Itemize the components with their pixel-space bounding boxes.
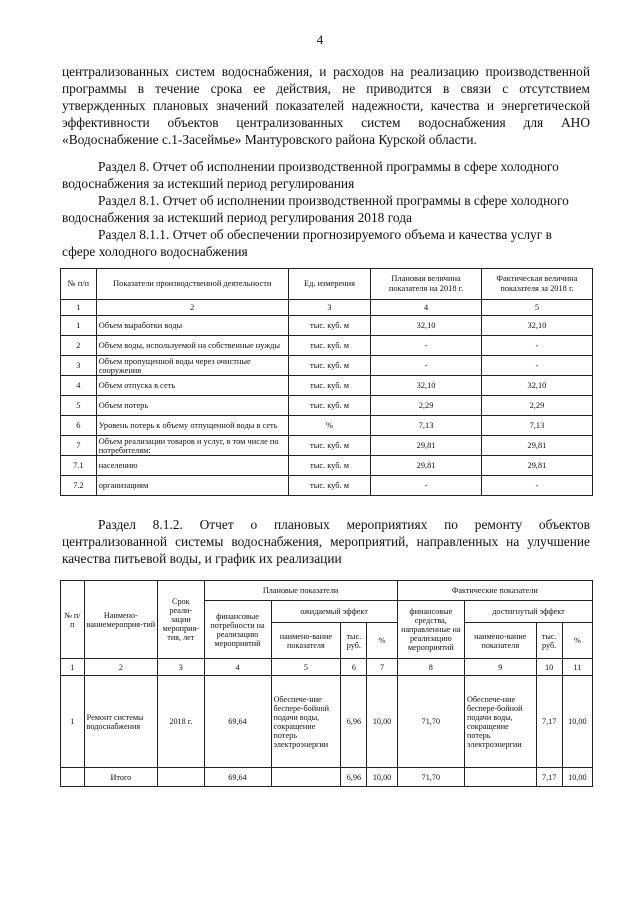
repair-measures-table (60, 580, 593, 787)
total-fin-means: 71,70 (397, 768, 464, 787)
row-plan: 7,13 (371, 416, 482, 436)
row-plan: 32,10 (371, 376, 482, 396)
row-fact: 32,10 (481, 316, 592, 336)
table-row (61, 356, 593, 376)
row-fact: 2,29 (481, 396, 592, 416)
row-no: 7 (61, 436, 97, 456)
col-num: 10 (536, 659, 562, 676)
header-achieved-effect: достигнутый эффект (465, 601, 593, 623)
col-num: 11 (562, 659, 592, 676)
section-8-1-1-heading: Раздел 8.1.1. Отчет об обеспечении прогнозируемого объема и качества услуг в (98, 227, 552, 242)
header-unit: Ед. измерения (288, 269, 370, 300)
row-plan: - (371, 476, 482, 496)
table-row (61, 336, 593, 356)
row-no: 6 (61, 416, 97, 436)
total-label: Итого (84, 768, 157, 787)
row-no: 1 (61, 316, 97, 336)
intro-line: эффективности объектов централизованных систем водоснабжения для АНО (62, 115, 590, 130)
section-8-1-2-heading: Раздел 8.1.2. Отчет о плановых мероприятиях по ремонту объектов (98, 517, 590, 532)
row-plan: 29,81 (371, 456, 482, 476)
row-name: Объем воды, используемой на собственные нужды (96, 336, 288, 356)
section-8-heading-cont: водоснабжения за истекший период регулирования (62, 176, 355, 191)
row-name: Объем отпуска в сеть (96, 376, 288, 396)
row-name: Объем потерь (96, 396, 288, 416)
table-row (61, 316, 593, 336)
header-indicator-name: наимено-вание показателя (465, 623, 537, 659)
row-no: 2 (61, 336, 97, 356)
row-unit: % (288, 416, 370, 436)
header-fact: Фактическая величина показателя за 2018 г. (481, 269, 592, 300)
row-unit: тыс. куб. м (288, 376, 370, 396)
header-expected-effect: ожидаемый эффект (271, 601, 397, 623)
header-indicator-name: наимено-вание показателя (271, 623, 341, 659)
total-fact-thous: 7,17 (536, 768, 562, 787)
section-8-1-heading-cont: водоснабжения за истекший период регулирования 2018 года (62, 210, 412, 225)
header-indicator: Показатели производственной деятельности (96, 269, 288, 300)
section-8-heading: Раздел 8. Отчет об исполнении производственной программы в сфере холодного (98, 159, 559, 174)
page-number: 4 (316, 32, 324, 47)
row-fin-need: 69,64 (204, 676, 271, 768)
production-indicators-table (60, 268, 593, 496)
col-num: 5 (481, 300, 592, 316)
col-num: 4 (204, 659, 271, 676)
header-planned: Плановые показатели (204, 581, 397, 601)
row-name: организациям (96, 476, 288, 496)
col-num: 4 (371, 300, 482, 316)
section-8-1-1-heading-cont: сфере холодного водоснабжения (62, 244, 248, 259)
row-fact-thous: 7,17 (536, 676, 562, 768)
table-row (61, 676, 593, 768)
row-name: Объем реализации товаров и услуг, в том числе по потребителям: (96, 436, 288, 456)
col-num: 1 (61, 659, 85, 676)
table-header-row (61, 581, 593, 601)
header-no: № п/п (61, 269, 97, 300)
col-num: 5 (271, 659, 341, 676)
row-measure-name: Ремонт системы водоснабжения (84, 676, 157, 768)
header-fin-means: финансовые средства, направленные на реализацию мероприятий (397, 601, 464, 659)
header-fin-need: финансовые потребности на реализацию мероприятий (204, 601, 271, 659)
row-unit: тыс. куб. м (288, 396, 370, 416)
row-effect-plan: Обеспече-ние беспере-бойной подачи воды, сокращение потерь электроэнергии (271, 676, 341, 768)
row-fact: - (481, 336, 592, 356)
header-plan: Плановая величина показателя на 2018 г. (371, 269, 482, 300)
table-row (61, 376, 593, 396)
section-8-1-2-heading-cont: качества питьевой воды, и график их реализации (62, 551, 342, 566)
row-unit: тыс. куб. м (288, 476, 370, 496)
col-num: 2 (84, 659, 157, 676)
row-plan: 29,81 (371, 436, 482, 456)
col-num: 3 (288, 300, 370, 316)
row-fact-pct: 10,00 (562, 676, 592, 768)
col-num: 3 (158, 659, 204, 676)
empty-cell (271, 768, 341, 787)
table-row (61, 436, 593, 456)
col-num: 8 (397, 659, 464, 676)
intro-line: программы в течение срока ее действия, не приводится в связи с отсутствием (62, 81, 590, 96)
row-unit: тыс. куб. м (288, 356, 370, 376)
table-row (61, 456, 593, 476)
header-no: № п/п (61, 581, 85, 659)
col-num: 2 (96, 300, 288, 316)
table-row (61, 416, 593, 436)
intro-line: утвержденных плановых значений показателей надежности, качества и энергетической (62, 98, 590, 113)
row-no: 1 (61, 676, 85, 768)
total-row (61, 768, 593, 787)
total-fin-need: 69,64 (204, 768, 271, 787)
header-term: Срок реали-зации мероприя-тия, лет (158, 581, 204, 659)
intro-line: «Водоснабжение с.1-Засеймье» Мантуровского района Курской области. (62, 132, 477, 147)
header-name: Наимено-ваниемероприя-тий (84, 581, 157, 659)
row-name: Уровень потерь к объему отпущенной воды в сеть (96, 416, 288, 436)
row-plan-pct: 10,00 (367, 676, 397, 768)
column-number-row (61, 659, 593, 676)
section-8-1-2-heading-cont: централизованной системы водоснабжения, мероприятий, направленных на улучшение (62, 534, 590, 549)
column-number-row (61, 300, 593, 316)
total-plan-thous: 6,96 (341, 768, 367, 787)
row-fact: 29,81 (481, 456, 592, 476)
total-fact-pct: 10,00 (562, 768, 592, 787)
row-name: Объем выработки воды (96, 316, 288, 336)
row-plan: 2,29 (371, 396, 482, 416)
row-fact: 32,10 (481, 376, 592, 396)
row-fact: - (481, 476, 592, 496)
header-pct: % (367, 623, 397, 659)
row-plan: 32,10 (371, 316, 482, 336)
empty-cell (61, 768, 85, 787)
row-no: 7.2 (61, 476, 97, 496)
row-plan: - (371, 356, 482, 376)
row-fact: 7,13 (481, 416, 592, 436)
header-pct: % (562, 623, 592, 659)
row-unit: тыс. куб. м (288, 456, 370, 476)
row-no: 3 (61, 356, 97, 376)
header-thous-rub: тыс. руб. (341, 623, 367, 659)
section-8-1-heading: Раздел 8.1. Отчет об исполнении производственной программы в сфере холодного (98, 193, 569, 208)
intro-line: централизованных систем водоснабжения, и расходов на реализацию производственной (62, 64, 590, 79)
total-plan-pct: 10,00 (367, 768, 397, 787)
empty-cell (465, 768, 537, 787)
row-effect-fact: Обеспече-ние беспере-бойной подачи воды, сокращение потерь электроэнергии (465, 676, 537, 768)
table-header-row (61, 269, 593, 300)
header-thous-rub: тыс. руб. (536, 623, 562, 659)
row-no: 5 (61, 396, 97, 416)
row-plan-thous: 6,96 (341, 676, 367, 768)
row-name: населению (96, 456, 288, 476)
row-fin-means: 71,70 (397, 676, 464, 768)
table-row (61, 476, 593, 496)
row-fact: 29,81 (481, 436, 592, 456)
row-unit: тыс. куб. м (288, 316, 370, 336)
col-num: 6 (341, 659, 367, 676)
col-num: 7 (367, 659, 397, 676)
row-term: 2018 г. (158, 676, 204, 768)
row-no: 7.1 (61, 456, 97, 476)
table-row (61, 396, 593, 416)
row-unit: тыс. куб. м (288, 436, 370, 456)
row-name: Объем пропущенной воды через очистные сооружения (96, 356, 288, 376)
row-plan: - (371, 336, 482, 356)
col-num: 9 (465, 659, 537, 676)
col-num: 1 (61, 300, 97, 316)
header-actual: Фактические показатели (397, 581, 592, 601)
row-fact: - (481, 356, 592, 376)
empty-cell (158, 768, 204, 787)
row-no: 4 (61, 376, 97, 396)
row-unit: тыс. куб. м (288, 336, 370, 356)
